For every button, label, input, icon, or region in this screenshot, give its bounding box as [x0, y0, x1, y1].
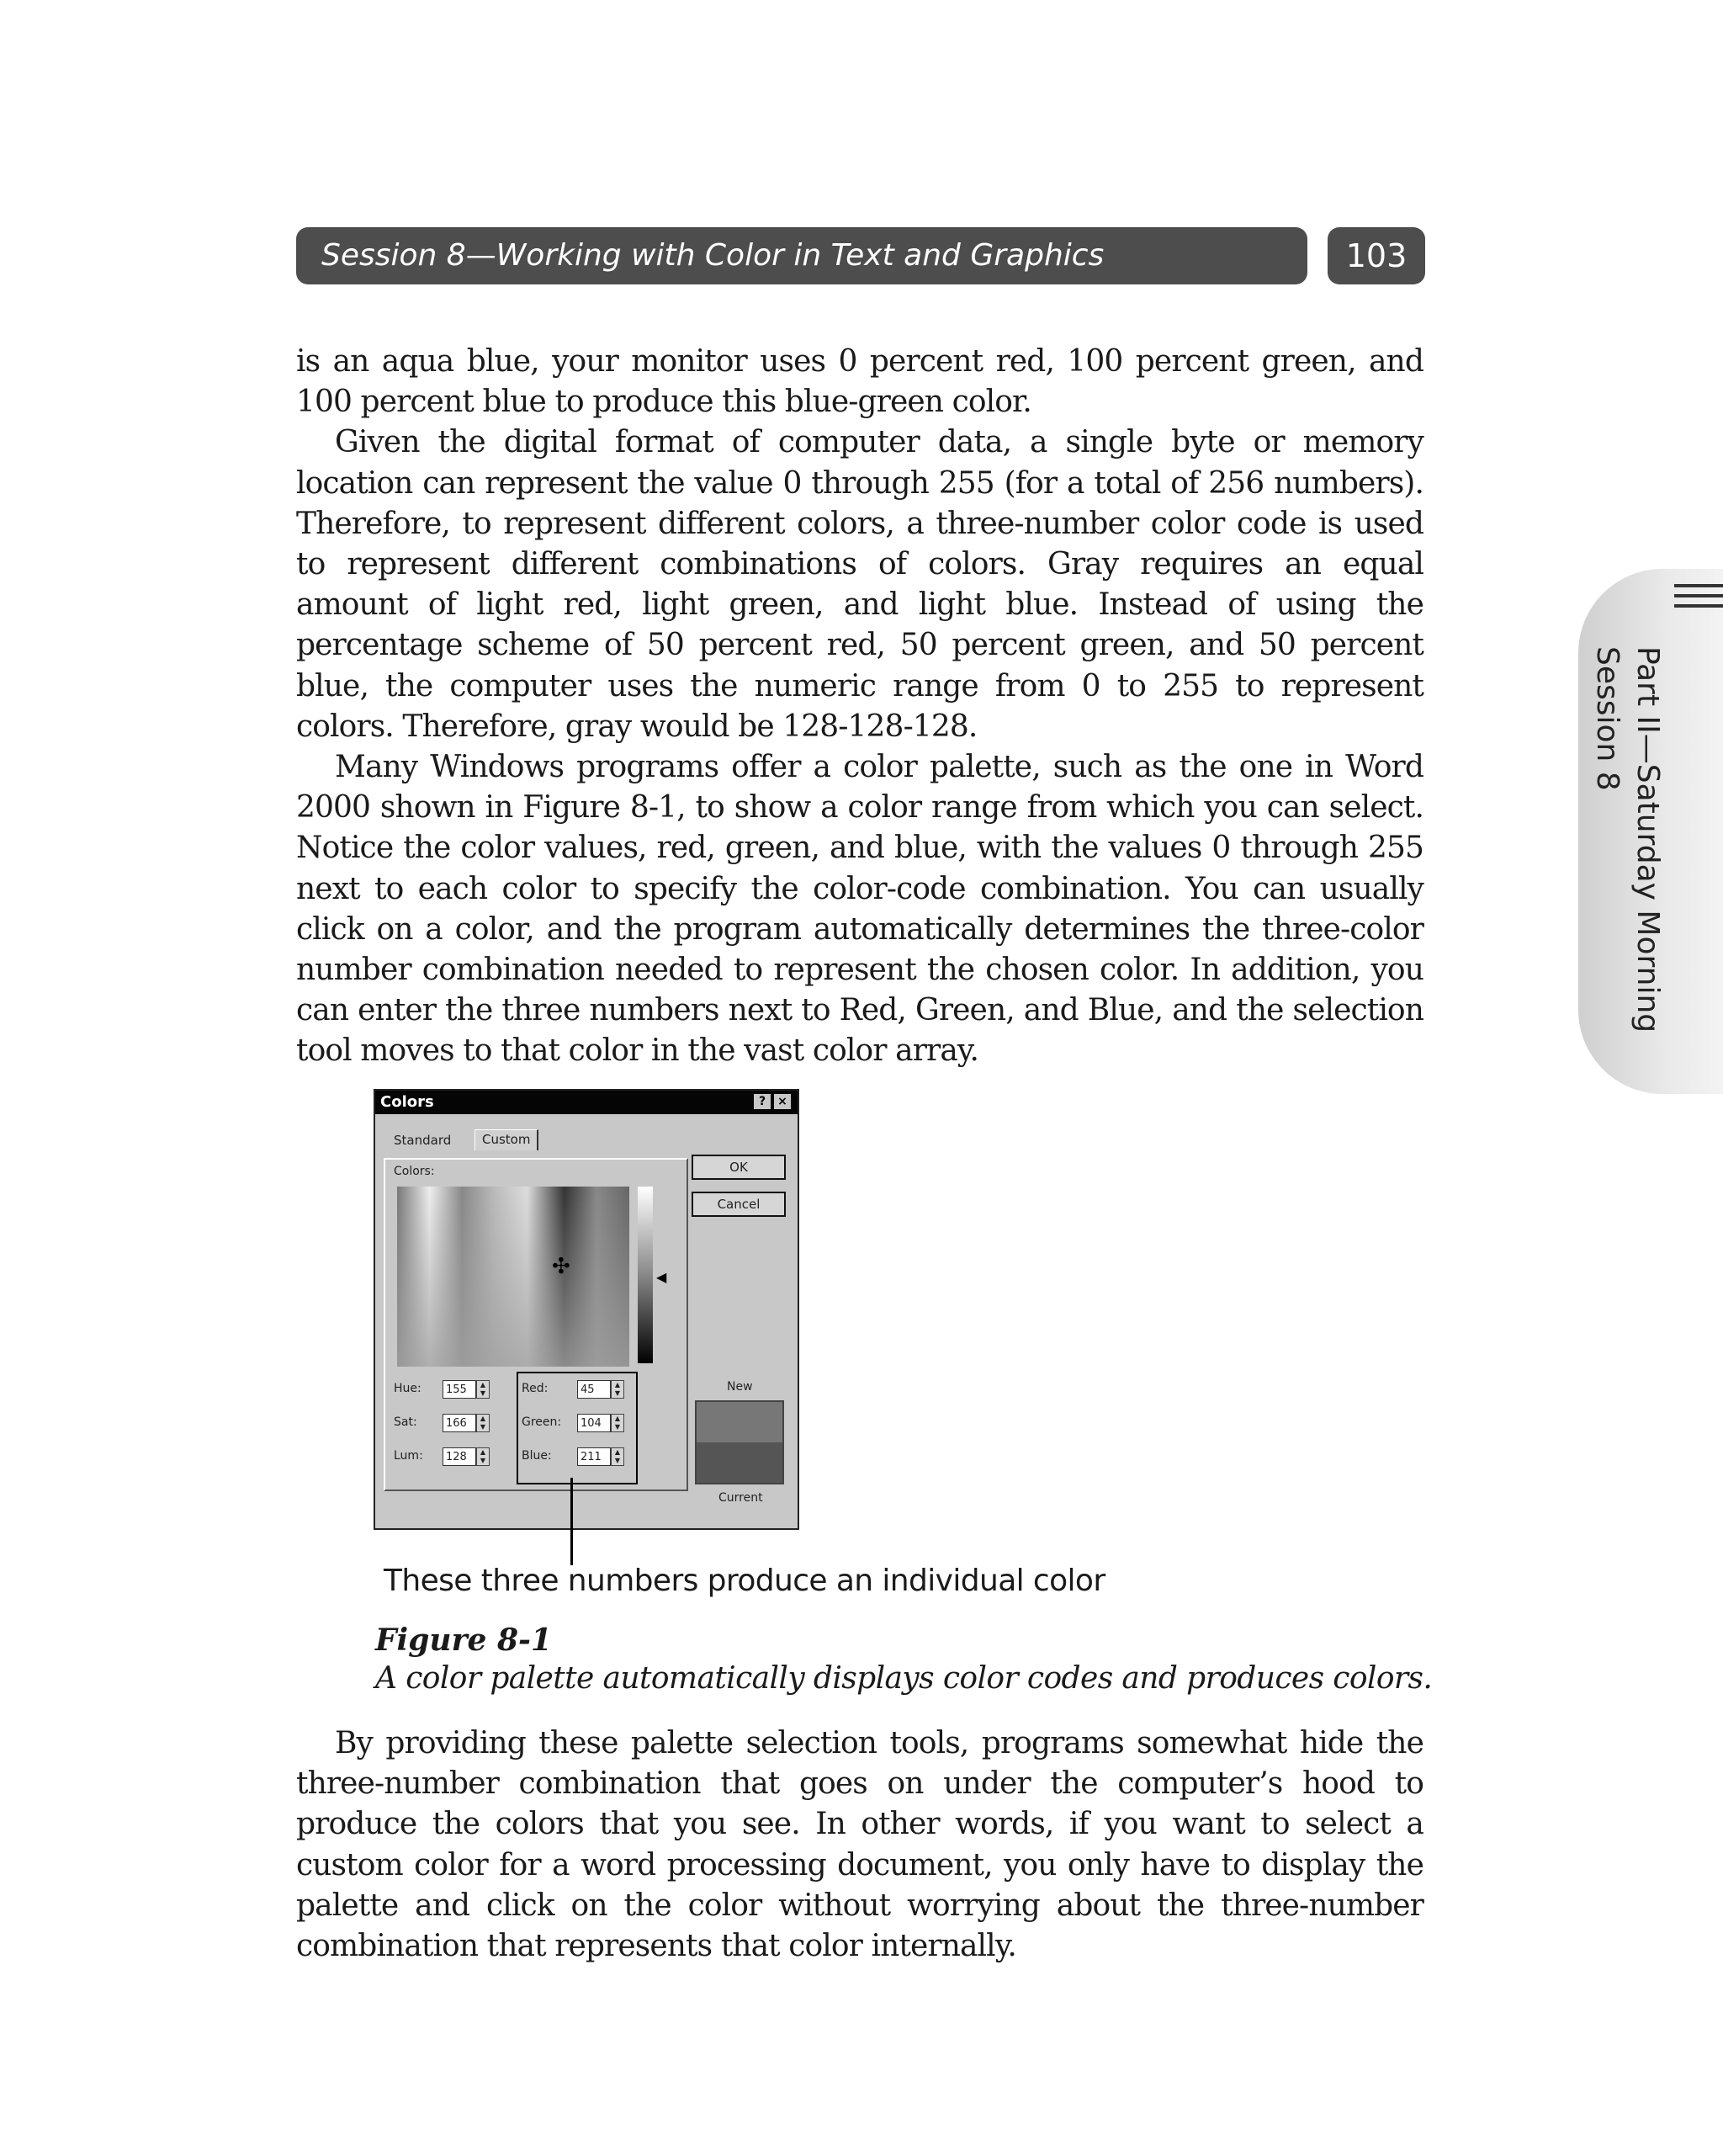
tab-standard[interactable]: Standard — [394, 1133, 452, 1148]
sat-field[interactable]: 166 — [443, 1414, 476, 1432]
help-button[interactable]: ? — [754, 1094, 771, 1109]
color-spectrum[interactable] — [397, 1187, 629, 1367]
paragraph: Given the digital format of computer data, a single byte or memory location can represent the value 0 through 255 (for a total of 256 numbers). Therefore, to represent different colors, a three-number color code is used to represent different combinations of colors. Gray requires an equal amount of light red, light green, and light blue. Instead of using the percentage scheme of 50 percent red, 50 percent green, and 50 percent blue, the computer uses the numeric range from 0 to 255 to represent colors. Therefore, gray would be 128-128-128. — [296, 425, 1423, 744]
colors-dialog — [374, 1089, 799, 1530]
close-button[interactable]: × — [774, 1094, 791, 1109]
blue-field[interactable]: 211 — [577, 1447, 611, 1466]
running-header: Session 8—Working with Color in Text and Graphics — [296, 227, 1307, 284]
green-label: Green: — [522, 1415, 562, 1429]
side-tab-line2: Session 8 — [1590, 646, 1625, 791]
hue-field[interactable]: 155 — [443, 1380, 476, 1399]
page-number: 103 — [1328, 227, 1425, 284]
side-tab-label — [1582, 640, 1723, 1033]
green-spinner[interactable]: ▲ ▼ — [611, 1414, 624, 1432]
body-text-top — [296, 342, 1423, 1072]
sat-spinner[interactable]: ▲ ▼ — [476, 1414, 490, 1432]
crosshair-icon: ✣ — [552, 1254, 570, 1279]
side-tab-line1: Part II—Saturday Morning — [1630, 646, 1665, 1033]
new-label: New — [727, 1380, 753, 1394]
tab-grip-line — [1674, 604, 1723, 608]
current-color-swatch — [695, 1442, 784, 1484]
red-field[interactable]: 45 — [577, 1380, 611, 1399]
paragraph: Many Windows programs offer a color palette, such as the one in Word 2000 shown in Figure 8-1, to show a color range from which you can select. Notice the color values, red, green, and blue, with the values 0 through 255 next to each color to specify the color-code combination. You can usually click on a color, and the program automatically determines the three-color number combination needed to represent the chosen color. In addition, you can enter the three numbers next to Red, Green, and Blue, and the selection tool moves to that color in the vast color array. — [296, 750, 1423, 1069]
slider-arrow-icon[interactable]: ◀ — [656, 1269, 667, 1285]
lum-field[interactable]: 128 — [443, 1447, 476, 1466]
figure-callout: These three numbers produce an individual color — [384, 1564, 1105, 1598]
current-label: Current — [718, 1491, 763, 1505]
cancel-button[interactable]: Cancel — [692, 1192, 786, 1217]
body-text-bottom — [296, 1723, 1423, 1967]
callout-leader-line — [570, 1478, 573, 1565]
dialog-title: Colors — [380, 1093, 434, 1111]
paragraph: By providing these palette selection tools, programs somewhat hide the three-number combination that goes on under the computer’s hood to produce the colors that you see. In other words, if you want to select a custom color for a word processing document, you only have to display the palette and click on the color without worrying about the three-number combination that represents that color internally. — [296, 1726, 1423, 1964]
tab-grip-line — [1674, 584, 1723, 587]
tab-grip-line — [1674, 594, 1723, 597]
lum-spinner[interactable]: ▲ ▼ — [476, 1447, 490, 1466]
hue-spinner[interactable]: ▲ ▼ — [476, 1380, 490, 1399]
lum-label: Lum: — [394, 1449, 423, 1463]
green-field[interactable]: 104 — [577, 1414, 611, 1432]
blue-label: Blue: — [522, 1449, 552, 1463]
red-spinner[interactable]: ▲ ▼ — [611, 1380, 624, 1399]
hue-label: Hue: — [394, 1382, 421, 1395]
sat-label: Sat: — [394, 1415, 417, 1429]
red-label: Red: — [522, 1382, 549, 1395]
dialog-titlebar — [375, 1091, 798, 1114]
colors-label: Colors: — [394, 1165, 435, 1178]
figure-caption: A color palette automatically displays color codes and produces colors. — [375, 1661, 1433, 1696]
ok-button[interactable]: OK — [692, 1155, 786, 1180]
figure-number: Figure 8-1 — [375, 1622, 553, 1658]
blue-spinner[interactable]: ▲ ▼ — [611, 1447, 624, 1466]
luminance-slider[interactable] — [638, 1187, 653, 1363]
tab-custom[interactable]: Custom — [474, 1129, 538, 1150]
paragraph: is an aqua blue, your monitor uses 0 percent red, 100 percent green, and 100 percent blue to produce this blue-green color. — [296, 344, 1423, 420]
new-color-swatch — [695, 1400, 784, 1442]
